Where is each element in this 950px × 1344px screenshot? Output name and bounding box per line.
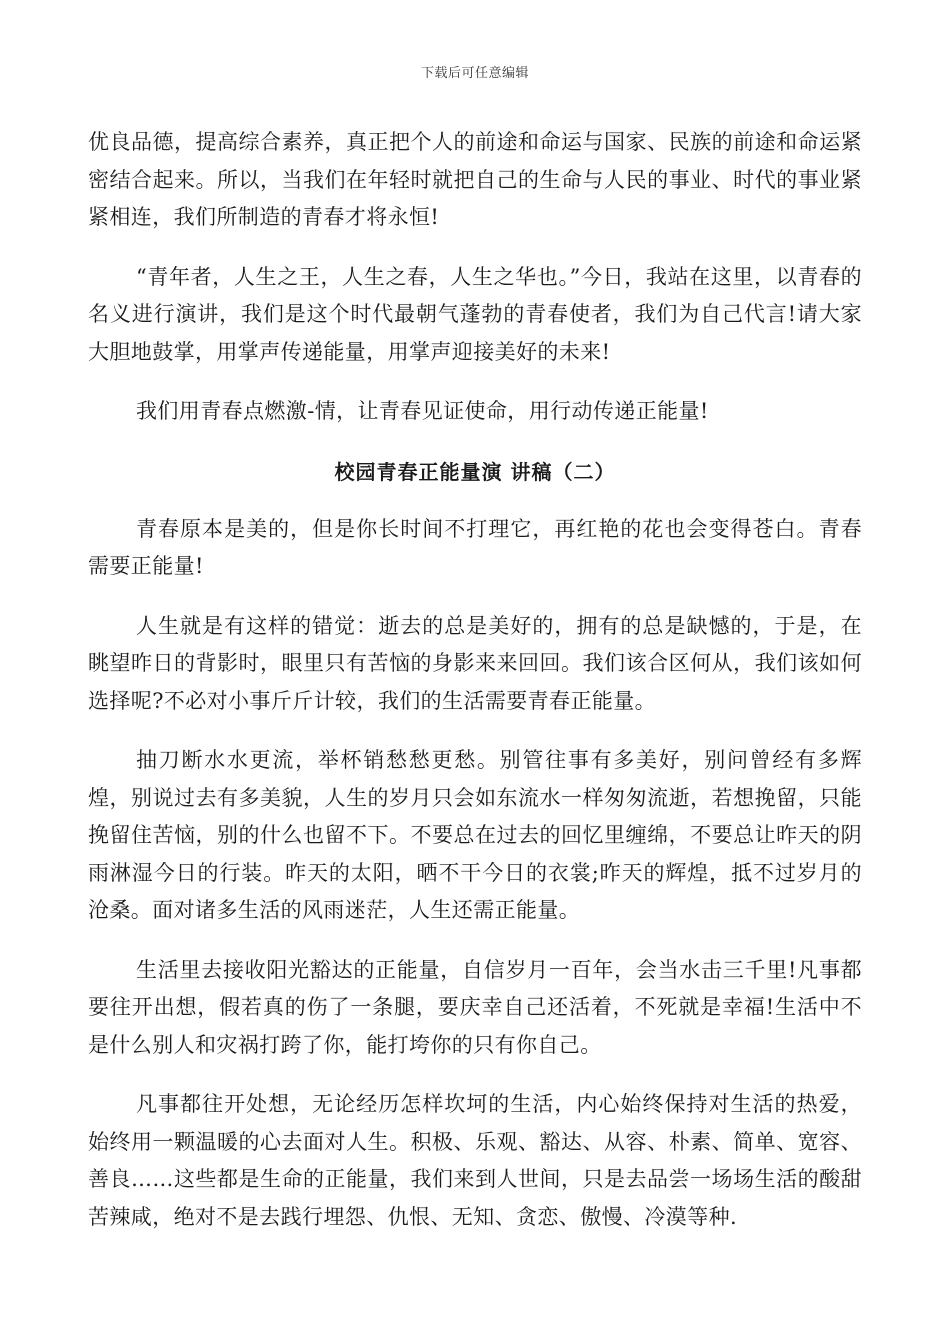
header-note: 下载后可任意编辑 (420, 66, 529, 81)
paragraph-6: 抽刀断水水更流，举杯销愁愁更愁。别管往事有多美好，别问曾经有多辉煌，别说过去有多美貌，人生的岁月只会如东流水一样匆匆流逝，若想挽留，只能挽留住苦恼，别的什么也留不下。不要总在过去的回忆里缠绵，不要总让昨天的阴雨淋湿今日的行装。昨天的太阳，晒不干今日的衣裳;昨天的辉煌，抵不过岁月的沧桑。面对诸多生活的风雨迷茫，人生还需正能量。 (88, 748, 862, 922)
paragraph-3: 我们用青春点燃激-情，让青春见证使命，用行动传递正能量! (136, 399, 709, 423)
document-body (88, 124, 862, 1258)
paragraph-5: 人生就是有这样的错觉：逝去的总是美好的，拥有的总是缺憾的，于是，在眺望昨日的背影时，眼里只有苦恼的身影来来回回。我们该合区何从，我们该如何选择呢?不必对小事斤斤计较，我们的生活需要青春正能量。 (88, 613, 862, 713)
paragraph-7: 生活里去接收阳光豁达的正能量，自信岁月一百年，会当水击三千里!凡事都要往开出想，假若真的伤了一条腿，要庆幸自己还活着，不死就是幸福!生活中不是什么别人和灾祸打跨了你，能打垮你的只有你自己。 (88, 957, 862, 1057)
paragraph-4: 青春原本是美的，但是你长时间不打理它，再红艳的花也会变得苍白。青春需要正能量! (88, 516, 862, 578)
paragraph-1: 优良品德，提高综合素养，真正把个人的前途和命运与国家、民族的前途和命运紧密结合起来。所以，当我们在年轻时就把自己的生命与人民的事业、时代的事业紧紧相连，我们所制造的青春才将永恒! (88, 130, 862, 229)
section-title: 校园青春正能量演 讲稿（二） (334, 459, 616, 484)
paragraph-8: 凡事都往开处想，无论经历怎样坎坷的生活，内心始终保持对生活的热爱，始终用一颗温暖的心去面对人生。积极、乐观、豁达、从容、朴素、简单、宽容、善良……这些都是生命的正能量，我们来到人世间，只是去品尝一场场生活的酸甜苦辣咸，绝对不是去践行埋怨、仇恨、无知、贪恋、傲慢、冷漠等种. (88, 1092, 862, 1229)
paragraph-2: “青年者，人生之王，人生之春，人生之华也。”今日，我站在这里，以青春的名义进行演讲，我们是这个时代最朝气蓬勃的青春使者，我们为自己代言!请大家大胆地鼓掌，用掌声传递能量，用掌声迎接美好的未来! (88, 264, 862, 364)
